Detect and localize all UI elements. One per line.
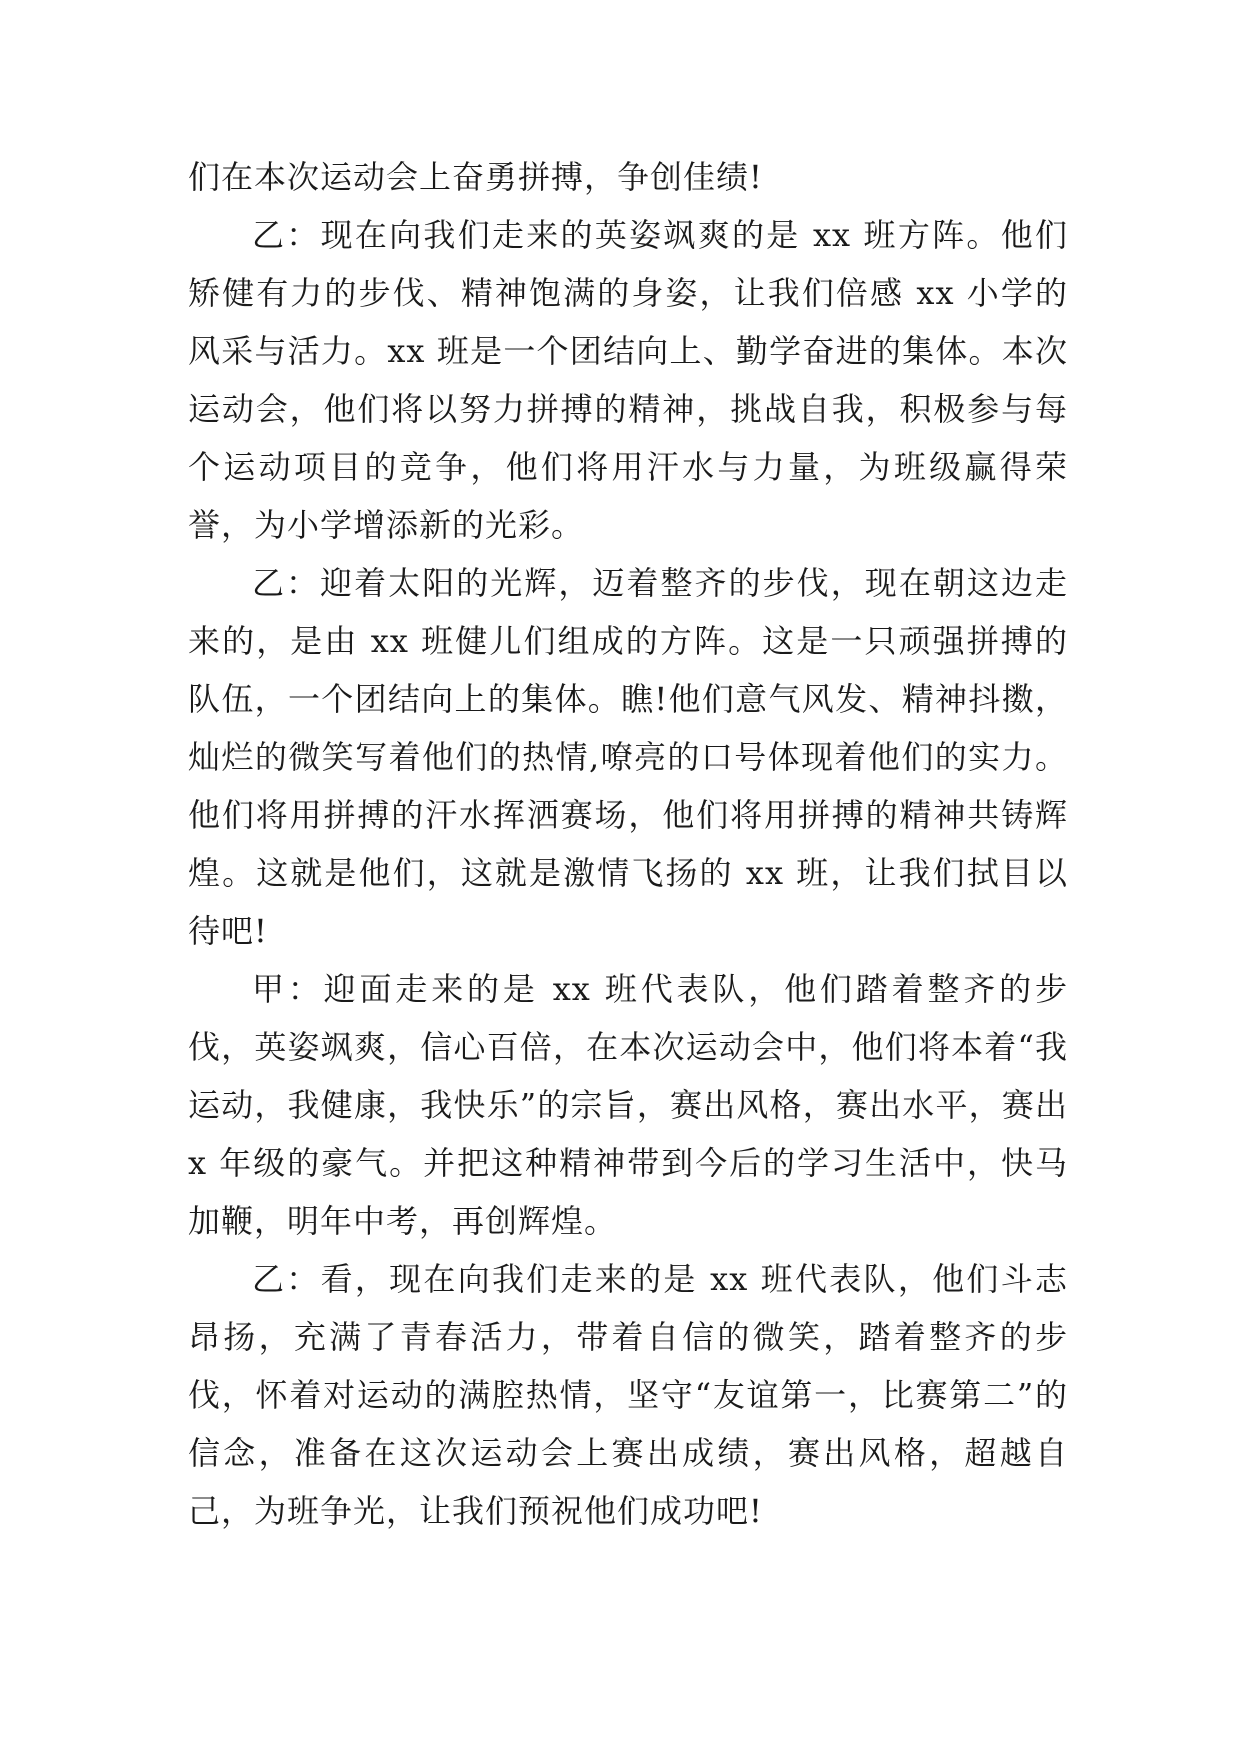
paragraph-class-intro-2: 乙：迎着太阳的光辉，迈着整齐的步伐，现在朝这边走来的，是由 xx 班健儿们组成的方阵。这是一只顽强拼搏的队伍，一个团结向上的集体。瞧!他们意气风发、精神抖擞，灿烂的微笑写着他们的热情,嘹亮的口号体现着他们的实力。他们将用拼搏的汗水挥洒赛场，他们将用拼搏的精神共铸辉煌。这就是他们，这就是激情飞扬的 xx 班，让我们拭目以待吧! <box>188 564 1068 950</box>
paragraph-continuation: 们在本次运动会上奋勇拼搏，争创佳绩! <box>188 158 763 196</box>
paragraph-class-intro-4: 乙：看，现在向我们走来的是 xx 班代表队，他们斗志昂扬，充满了青春活力，带着自信的微笑，踏着整齐的步伐，怀着对运动的满腔热情，坚守“友谊第一，比赛第二”的信念，准备在这次运动会上赛出成绩，赛出风格，超越自己，为班争光，让我们预祝他们成功吧! <box>188 1260 1068 1530</box>
document-body <box>188 148 1068 1540</box>
paragraph-class-intro-1: 乙：现在向我们走来的英姿飒爽的是 xx 班方阵。他们矫健有力的步伐、精神饱满的身姿，让我们倍感 xx 小学的风采与活力。xx 班是一个团结向上、勤学奋进的集体。本次运动会，他们将以努力拼搏的精神，挑战自我，积极参与每个运动项目的竞争，他们将用汗水与力量，为班级赢得荣誉，为小学增添新的光彩。 <box>188 216 1068 544</box>
paragraph-class-intro-3: 甲：迎面走来的是 xx 班代表队，他们踏着整齐的步伐，英姿飒爽，信心百倍，在本次运动会中，他们将本着“我运动，我健康，我快乐”的宗旨，赛出风格，赛出水平，赛出 x 年级的豪气。并把这种精神带到今后的学习生活中，快马加鞭，明年中考，再创辉煌。 <box>188 970 1068 1240</box>
